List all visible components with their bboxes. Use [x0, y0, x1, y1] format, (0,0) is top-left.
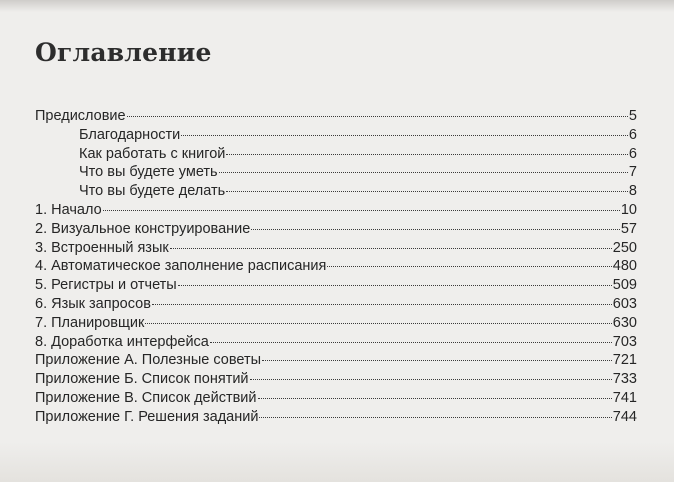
dot-leader [152, 303, 612, 305]
dot-leader [210, 341, 612, 343]
toc-entry-title: Приложение В. Список действий [35, 389, 257, 406]
page-title: Оглавление [35, 38, 212, 67]
toc-entry-title: Приложение Б. Список понятий [35, 371, 249, 388]
toc-entry-title: 5. Регистры и отчеты [35, 277, 177, 294]
toc-entry [35, 182, 637, 201]
toc-entry [35, 126, 637, 145]
toc-entry-title: 3. Встроенный язык [35, 239, 169, 256]
toc-entry-title: 1. Начало [35, 201, 102, 218]
toc-entry-title: 6. Язык запросов [35, 295, 151, 312]
toc-entry [35, 201, 637, 220]
toc-entry [35, 314, 637, 333]
toc-entry-page-number: 744 [612, 408, 637, 425]
toc-entry-page-number: 603 [612, 295, 637, 312]
toc-entry-page-number: 741 [612, 389, 637, 406]
dot-leader [181, 134, 628, 136]
toc-entry [35, 389, 637, 408]
toc-entry-title: Благодарности [79, 126, 181, 143]
dot-leader [145, 322, 611, 324]
toc-entry [35, 276, 637, 295]
toc-entry-title: Приложение А. Полезные советы [35, 352, 262, 369]
toc-entry-page-number: 630 [612, 314, 637, 331]
toc-entry-page-number: 733 [612, 371, 637, 388]
toc-entry [35, 239, 637, 258]
toc-entry-page-number: 250 [612, 239, 637, 256]
toc-entry [35, 351, 637, 370]
page-edge-shadow [0, 0, 674, 12]
toc-entry-page-number: 57 [620, 220, 637, 237]
toc-entry-page-number: 6 [628, 145, 637, 162]
toc-entry-title: Что вы будете уметь [79, 164, 218, 181]
toc-entry [35, 333, 637, 352]
toc-entry-title: Как работать с книгой [79, 145, 226, 162]
toc-entry [35, 295, 637, 314]
dot-leader [327, 265, 611, 267]
dot-leader [178, 284, 612, 286]
toc-entry [35, 107, 637, 126]
toc-entry [35, 257, 637, 276]
toc-entry-title: 4. Автоматическое заполнение расписания [35, 258, 327, 275]
page-bottom-shade [0, 442, 674, 482]
toc-entry-page-number: 509 [612, 277, 637, 294]
dot-leader [251, 228, 620, 230]
toc-entry-page-number: 10 [620, 201, 637, 218]
toc-entry-title: 8. Доработка интерфейса [35, 333, 209, 350]
dot-leader [250, 378, 612, 380]
toc-entry-page-number: 480 [612, 258, 637, 275]
dot-leader [226, 190, 628, 192]
toc-entry-title: Предисловие [35, 108, 126, 124]
toc-entry-title: Приложение Г. Решения заданий [35, 408, 259, 425]
dot-leader [170, 247, 612, 249]
toc-entry-page-number: 703 [612, 333, 637, 350]
toc-entry-page-number: 7 [628, 164, 637, 181]
toc-entry [35, 163, 637, 182]
dot-leader [258, 397, 612, 399]
toc-entry-page-number: 5 [628, 108, 637, 124]
toc-entry [35, 220, 637, 239]
toc-entry-title: 2. Визуальное конструирование [35, 220, 251, 237]
dot-leader [262, 359, 612, 361]
toc-entry [35, 370, 637, 389]
toc-entry-title: Что вы будете делать [79, 183, 226, 200]
toc-entry-page-number: 721 [612, 352, 637, 369]
dot-leader [259, 416, 611, 418]
toc-entry-page-number: 8 [628, 183, 637, 200]
toc-entry [35, 145, 637, 164]
dot-leader [103, 209, 620, 211]
dot-leader [127, 115, 628, 117]
toc-entry-title: 7. Планировщик [35, 314, 145, 331]
dot-leader [226, 153, 628, 155]
toc-entry-page-number: 6 [628, 126, 637, 143]
toc-entry [35, 408, 637, 427]
table-of-contents [35, 107, 637, 427]
dot-leader [219, 171, 628, 173]
